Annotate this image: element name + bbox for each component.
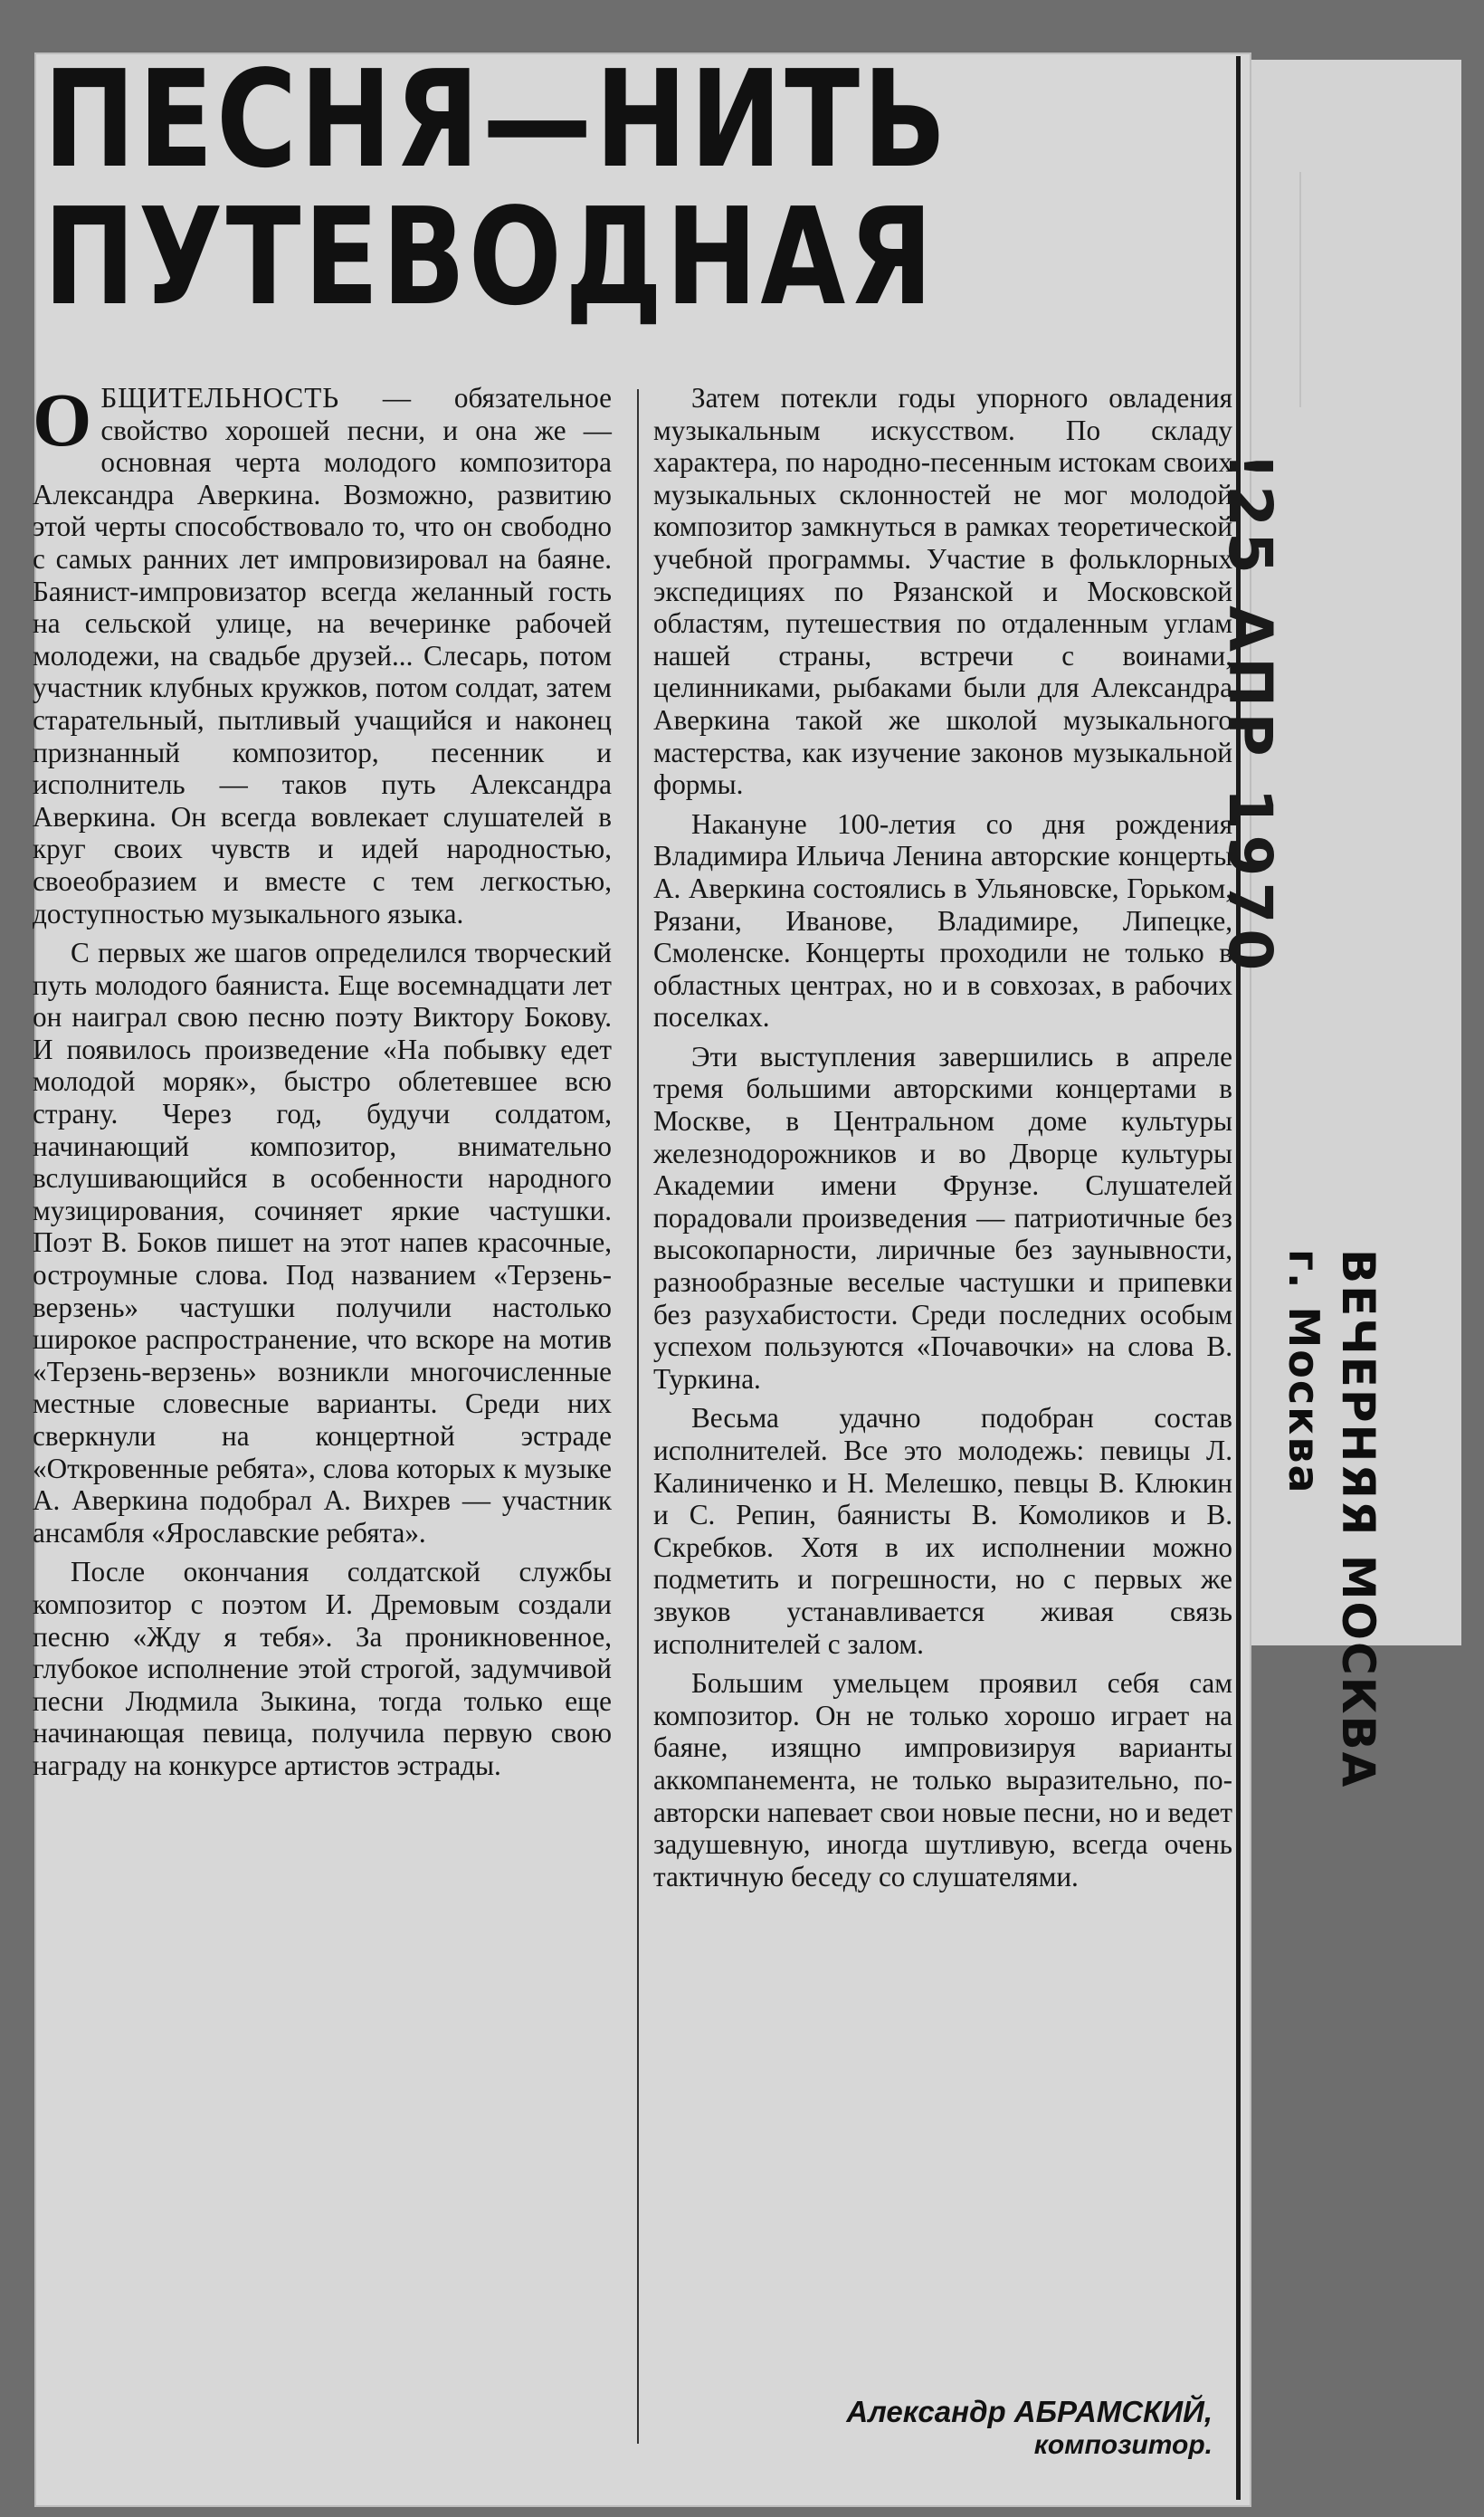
newspaper-stamp	[1279, 1249, 1384, 1788]
headline-line-2: ПУТЕВОДНАЯ	[43, 179, 937, 335]
paragraph: Накануне 100-летия со дня рождения Владимира Ильича Ленина авторские концерты А. Аверкина состоялись в Ульяновске, Горьком, Рязани, Иванове, Владимире, Липецке, Смоленске. Концерты проходили не только в областных центрах, но и в совхозах, в рабочих поселках.	[653, 807, 1232, 1034]
article-column-2	[653, 382, 1232, 1900]
paragraph: Эти выступления завершились в апреле тремя большими авторскими концертами в Москве, в Центральном доме культуры железнодорожников и во Дворце культуры Академии имени Фрунзе. Слушателей порадовали произведения — патриотичные без высокопарности, лиричные без заунывности, разнообразные веселые частушки и припевки без разухабистости. Среди последних особым успехом пользуются «Почавочки» на слова В. Туркина.	[653, 1040, 1232, 1395]
newspaper-name: ВЕЧЕРНЯЯ МОСКВА	[1332, 1249, 1384, 1789]
author-role: композитор.	[1033, 2430, 1213, 2460]
date-year: 1970	[1215, 787, 1285, 977]
paragraph: Весьма удачно подобран состав исполнителей. Все это молодежь: певицы Л. Калиниченко и Н. Мелешко, певцы В. Клюкин и С. Репин, баянисты В. Комоликов и В. Скребков. Хотя в их исполнении можно подметить и погрешности, но с первых же звуков устанавливается живая связь исполнителей с залом.	[653, 1402, 1232, 1660]
paper-crease	[1263, 172, 1301, 407]
paragraph	[33, 378, 612, 930]
paragraph: Большим умельцем проявил себя сам композитор. Он не только хорошо играет на баяне, изящно импровизируя варианты аккомпанемента, не только выразительно, по-авторски напевает свои новые песни, но и ведет задушевную, иногда шутливую, всегда очень тактичную беседу со слушателями.	[653, 1667, 1232, 1893]
paragraph: Затем потекли годы упорного овладения музыкальным искусством. По складу характера, по народно-песенным истокам своих музыкальных склонностей не мог молодой композитор замкнуться в рамках теоретической учебной программы. Участие в фольклорных экспедициях по Рязанской и Московской областям, путешествия по отдаленным углам нашей страны, встречи с воинами, целинниками, рыбаками были для Александра Аверкина такой же школой музыкального мастерства, как изучение законов музыкальной формы.	[653, 382, 1232, 801]
lead-word: БЩИТЕЛЬНОСТЬ	[100, 382, 340, 414]
date-stamp	[1215, 453, 1285, 977]
headline	[43, 42, 1023, 335]
paragraph-text: — обязательное свойство хорошей песни, и она же — основная черта молодого композитора Александра Аверкина. Возможно, развитию этой черты способствовало то, что он свободно с самых ранних лет импровизировал на баяне. Баянист-импровизатор всегда желанный гость на сельской улице, на вечеринке рабочей молодежи, на свадьбе друзей... Слесарь, потом участник клубных кружков, потом солдат, затем старательный, пытливый учащийся и наконец признанный композитор, песенник и исполнитель — таков путь Александра Аверкина. Он всегда вовлекает слушателей в круг своих чувств и идей народностью, своеобразием и вместе с тем легкостью, доступностью музыкального языка.	[33, 382, 612, 930]
author-name: Александр АБРАМСКИЙ,	[846, 2395, 1213, 2428]
newspaper-city: г. Москва	[1279, 1249, 1328, 1495]
date-prefix: !	[1215, 453, 1285, 486]
paragraph: После окончания солдатской службы композитор с поэтом И. Дремовым создали песню «Жду я тебя». За проникновенное, глубокое исполнение этой строгой, задумчивой песни Людмила Зыкина, тогда только еще начинающая певица, получила первую свою награду на конкурсе артистов эстрады.	[33, 1556, 612, 1781]
date-month: АПР	[1215, 605, 1285, 762]
column-border-rule	[1236, 56, 1241, 2500]
headline-line-1: ПЕСНЯ—НИТЬ	[43, 42, 950, 197]
article-column-1	[33, 378, 612, 1789]
drop-cap: О	[33, 378, 92, 462]
author-signature	[846, 2395, 1213, 2462]
column-divider	[637, 389, 639, 2444]
date-day: 25	[1215, 485, 1285, 579]
paragraph: С первых же шагов определился творческий путь молодого баяниста. Еще восемнадцати лет он наиграл свою песню поэту Виктору Бокову. И появилось произведение «На побывку едет молодой моряк», быстро облетевшее всю страну. Через год, будучи солдатом, начинающий композитор, внимательно вслушивающийся в особенности народного музицирования, сочиняет яркие частушки. Поэт В. Боков пишет на этот напев красочные, остроумные слова. Под названием «Терзень-верзень» частушки получили настолько широкое распространение, что вскоре на мотив «Терзень-верзень» возникли многочисленные местные словесные варианты. Среди них сверкнули на концертной эстраде «Откровенные ребята», слова которых к музыке А. Аверкина подобрал А. Вихрев — участник ансамбля «Ярославские ребята».	[33, 937, 612, 1549]
